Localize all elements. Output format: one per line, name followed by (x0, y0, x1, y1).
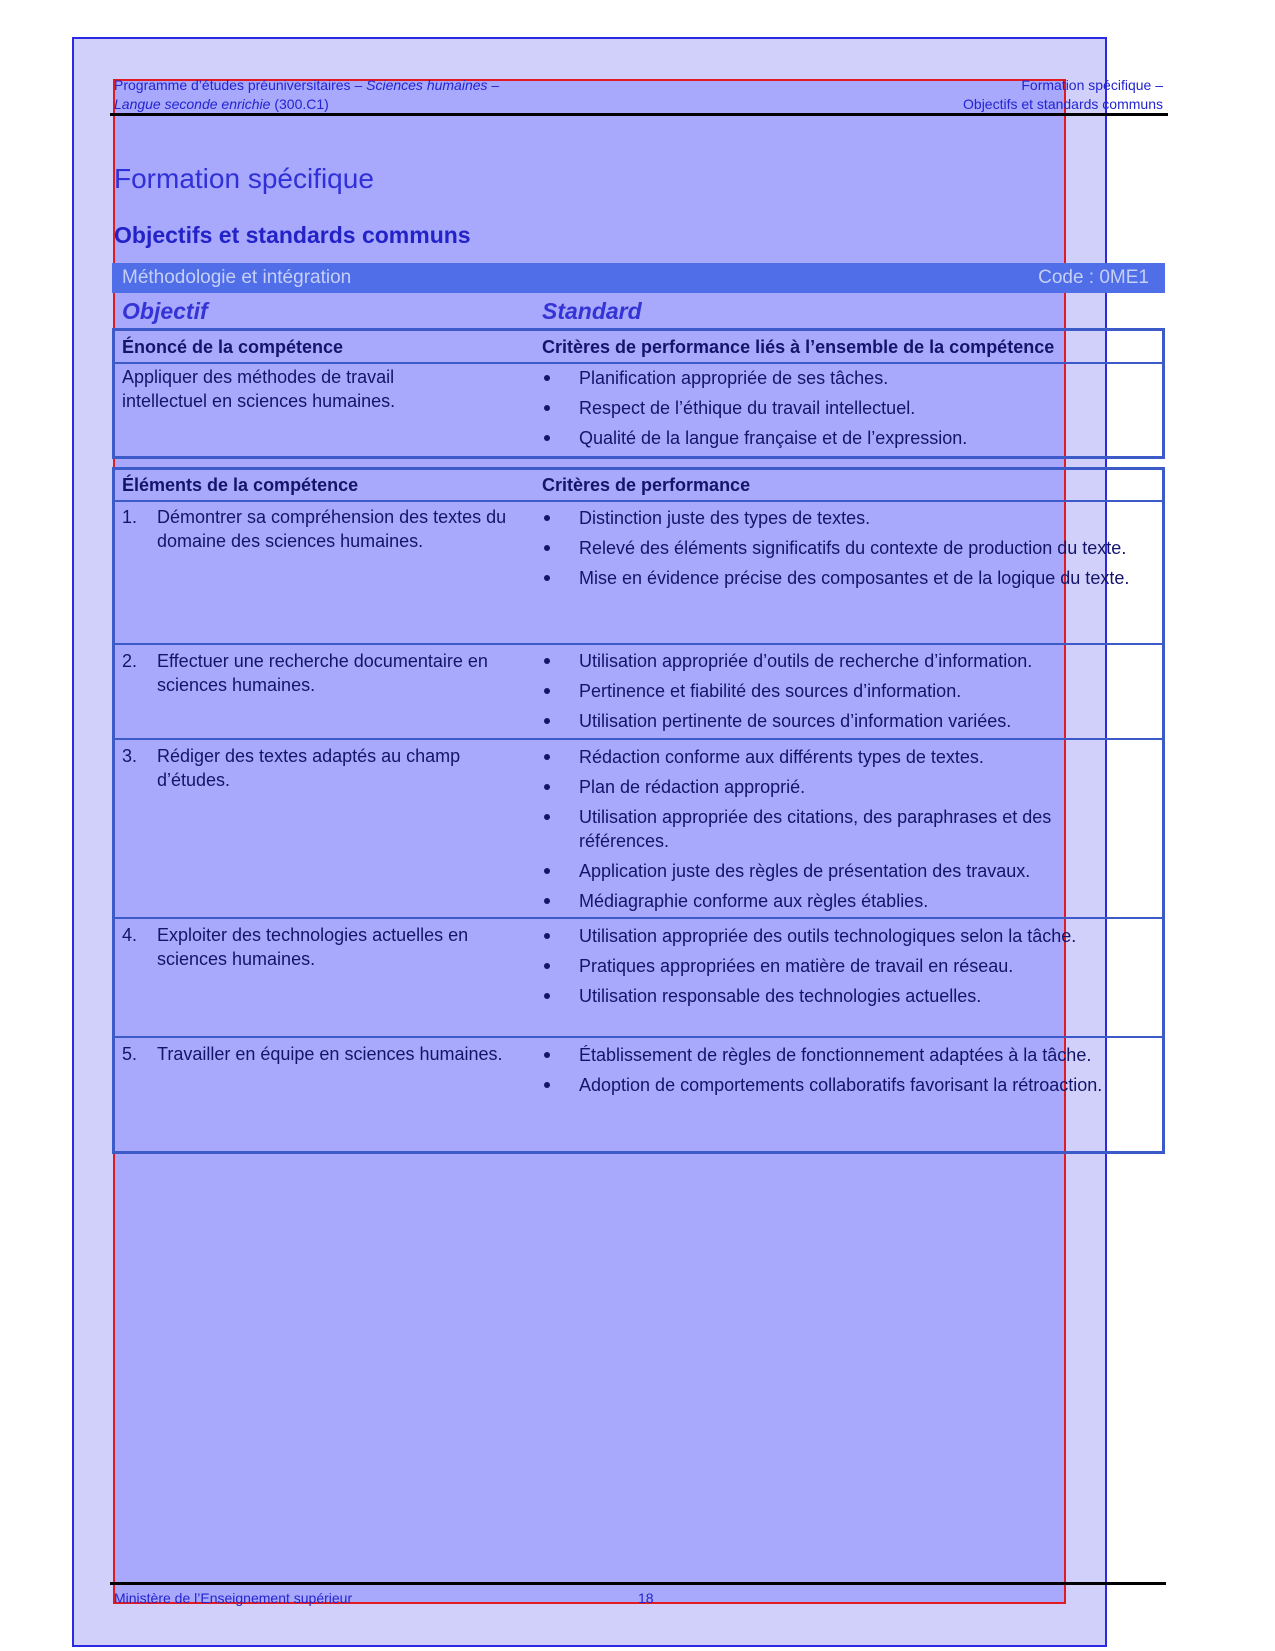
footer-ministry: Ministère de l’Enseignement supérieur (114, 1590, 353, 1606)
criterion-item: Utilisation appropriée des outils technologiques selon la tâche. (542, 924, 1132, 948)
page-number: 18 (638, 1590, 654, 1606)
element-number: 1. (122, 507, 138, 527)
footer-rule (110, 1582, 1166, 1585)
criterion-item: Rédaction conforme aux différents types de textes. (542, 745, 1132, 769)
criterion-item: Relevé des éléments significatifs du contexte de production du texte. (542, 536, 1132, 560)
element-text: Démontrer sa compréhension des textes du domaine des sciences humaines. (157, 507, 507, 551)
criterion-item: Utilisation appropriée des citations, des paraphrases et des références. (542, 805, 1132, 853)
element-number: 5. (122, 1044, 138, 1064)
table-divider (115, 1036, 1162, 1038)
element-text: Travailler en équipe en sciences humaines. (157, 1044, 503, 1064)
competence-criteria-list (542, 366, 1132, 456)
element-text: Rédiger des textes adaptés au champ d’études. (157, 746, 461, 790)
criterion-item: Application juste des règles de présentation des travaux. (542, 859, 1132, 883)
criterion-item: Utilisation pertinente de sources d’information variées. (542, 709, 1132, 733)
page-title: Formation spécifique (114, 163, 374, 194)
footer (114, 1590, 654, 1606)
header-program-line1: Programme d’études préuniversitaires – Sciences humaines – (114, 77, 500, 93)
element-number: 3. (122, 746, 138, 766)
criterion-item: Utilisation appropriée d’outils de recherche d’information. (542, 649, 1132, 673)
table-divider (115, 643, 1162, 645)
element-criteria-5 (542, 1043, 1132, 1103)
column-heading-objectif: Objectif (122, 298, 208, 324)
competence-criteria-heading: Critères de performance liés à l’ensemble de la compétence (542, 337, 1055, 357)
criterion-item: Qualité de la langue française et de l’expression. (542, 426, 1132, 450)
elements-table (112, 467, 1165, 1154)
table-divider (115, 917, 1162, 919)
element-criteria-2 (542, 649, 1132, 739)
competence-statement: Appliquer des méthodes de travail intellectuel en sciences humaines. (122, 367, 396, 411)
column-heading-standard: Standard (542, 298, 642, 324)
criterion-item: Médiagraphie conforme aux règles établies. (542, 889, 1132, 913)
elements-criteria-heading: Critères de performance (542, 475, 751, 495)
competence-table (112, 328, 1165, 459)
header-program-line2: Langue seconde enrichie (300.C1) (114, 96, 329, 112)
element-criteria-3 (542, 745, 1132, 919)
criterion-item: Mise en évidence précise des composantes et de la logique du texte. (542, 566, 1132, 590)
header-section-line2: Objectifs et standards communs (963, 96, 1163, 112)
elements-heading: Éléments de la compétence (122, 475, 359, 495)
element-text: Exploiter des technologies actuelles en sciences humaines. (157, 925, 469, 969)
criterion-item: Pertinence et fiabilité des sources d’information. (542, 679, 1132, 703)
criterion-item: Plan de rédaction approprié. (542, 775, 1132, 799)
header-section-line1: Formation spécifique – (1021, 77, 1163, 93)
competence-heading: Énoncé de la compétence (122, 337, 344, 357)
table-divider (115, 738, 1162, 740)
element-criteria-4 (542, 924, 1132, 1014)
header-rule (110, 113, 1168, 116)
element-text: Effectuer une recherche documentaire en sciences humaines. (157, 651, 488, 695)
table-divider (115, 500, 1162, 502)
element-number: 2. (122, 651, 138, 671)
criterion-item: Établissement de règles de fonctionnement adaptées à la tâche. (542, 1043, 1132, 1067)
criterion-item: Planification appropriée de ses tâches. (542, 366, 1132, 390)
course-bar (112, 263, 1165, 293)
criterion-item: Respect de l’éthique du travail intellectuel. (542, 396, 1132, 420)
course-bar-label: Méthodologie et intégration (122, 267, 352, 288)
page-subtitle: Objectifs et standards communs (114, 222, 471, 248)
element-criteria-1 (542, 506, 1132, 596)
course-bar-code: Code : 0ME1 (1038, 267, 1149, 288)
criterion-item: Utilisation responsable des technologies actuelles. (542, 984, 1132, 1008)
criterion-item: Distinction juste des types de textes. (542, 506, 1132, 530)
criterion-item: Pratiques appropriées en matière de travail en réseau. (542, 954, 1132, 978)
element-number: 4. (122, 925, 138, 945)
table-divider (115, 362, 1162, 364)
criterion-item: Adoption de comportements collaboratifs favorisant la rétroaction. (542, 1073, 1132, 1097)
